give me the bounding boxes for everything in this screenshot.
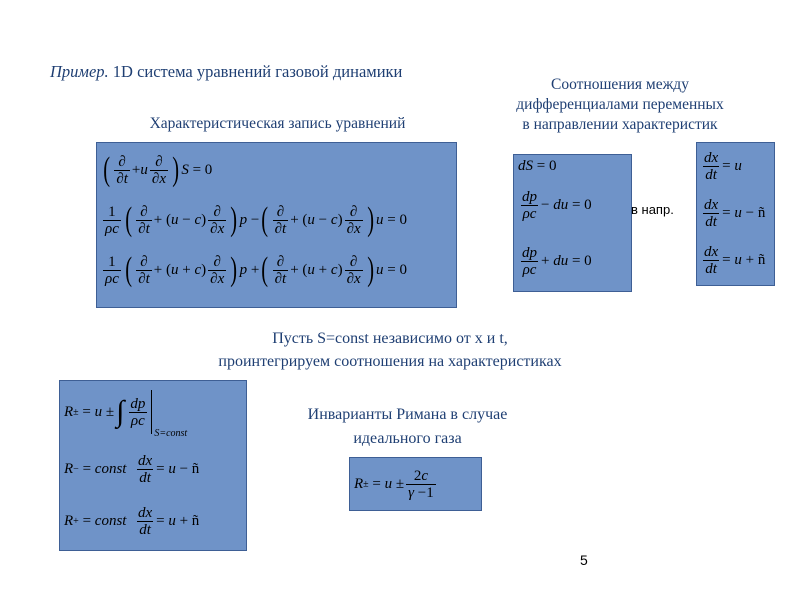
characteristic-directions: $\frac{dx}{dt}$ = u $\frac{dx}{dt}$ = u − ñ $\frac{dx}{dt}$ = u + ñ bbox=[704, 150, 766, 277]
page-number: 5 bbox=[580, 552, 588, 568]
riemann-heading bbox=[265, 403, 550, 451]
title-prefix: Пример. bbox=[50, 62, 109, 81]
relations-heading-line-3: в направлении характеристик bbox=[522, 116, 718, 133]
relations-heading bbox=[495, 75, 745, 135]
riemann-heading-line-1: Инварианты Римана в случае bbox=[307, 406, 508, 423]
ideal-gas-riemann-box bbox=[349, 457, 482, 511]
characteristic-directions-box bbox=[696, 142, 775, 286]
riemann-heading-line-2: идеального газа bbox=[353, 430, 462, 447]
characteristic-equations: ( $\frac{\partial}{\partial t}$ + u $\frac{\partial}{\partial x}$ ) S = 0 $\frac{1}{\rho c}$ ( $\frac{\partial}{\partial t}$ + ( u − c ) $\frac{\partial}{\partial x}$ ) p − ( $\frac{\partial}{\partial t}$ + ( u − c ) $\frac{\partial}{\partial x}$ ) u = 0 $\frac{1}{\rho c}$ ( $\frac{\partial}{\partial t}$ + ( u + c ) $\frac{\partial}{\partial x}$ ) p + ( $\frac{\partial}{\partial t}$ + ( u + c ) $\frac{\partial}{\partial x}$ ) u = 0 bbox=[103, 151, 407, 288]
characteristic-equations-box bbox=[96, 142, 457, 308]
integration-note-line-1: Пусть S=const независимо от x и t, bbox=[272, 330, 508, 347]
direction-label: в напр. bbox=[631, 202, 674, 217]
riemann-integral-box bbox=[59, 380, 247, 551]
differential-relations: dS = 0 $\frac{dp}{\rho c}$ − du = 0 $\frac{dp}{\rho c}$ + du = 0 bbox=[518, 158, 592, 278]
ideal-gas-riemann-equation: R ± = u ± $\frac{2c}{\gamma -1}$ bbox=[354, 467, 434, 501]
differential-relations-box bbox=[513, 154, 632, 292]
relations-heading-line-1: Соотношения между bbox=[551, 76, 689, 93]
slide-title bbox=[50, 62, 402, 82]
relations-heading-line-2: дифференциалами переменных bbox=[516, 96, 724, 113]
characteristic-heading: Характеристическая запись уравнений bbox=[149, 115, 406, 132]
integration-note-line-2: проинтегрируем соотношения на характеристиках bbox=[218, 353, 562, 370]
integration-note bbox=[130, 327, 650, 373]
riemann-integral-equations: R ± = u ± ∫ $\frac{dp}{\rho c}$ S=const R − = const $\frac{dx}{dt}$ = u − ñ R + = const $\frac{dx}{dt}$ = u + ñ bbox=[60, 381, 246, 547]
title-rest: 1D система уравнений газовой динамики bbox=[108, 62, 403, 81]
